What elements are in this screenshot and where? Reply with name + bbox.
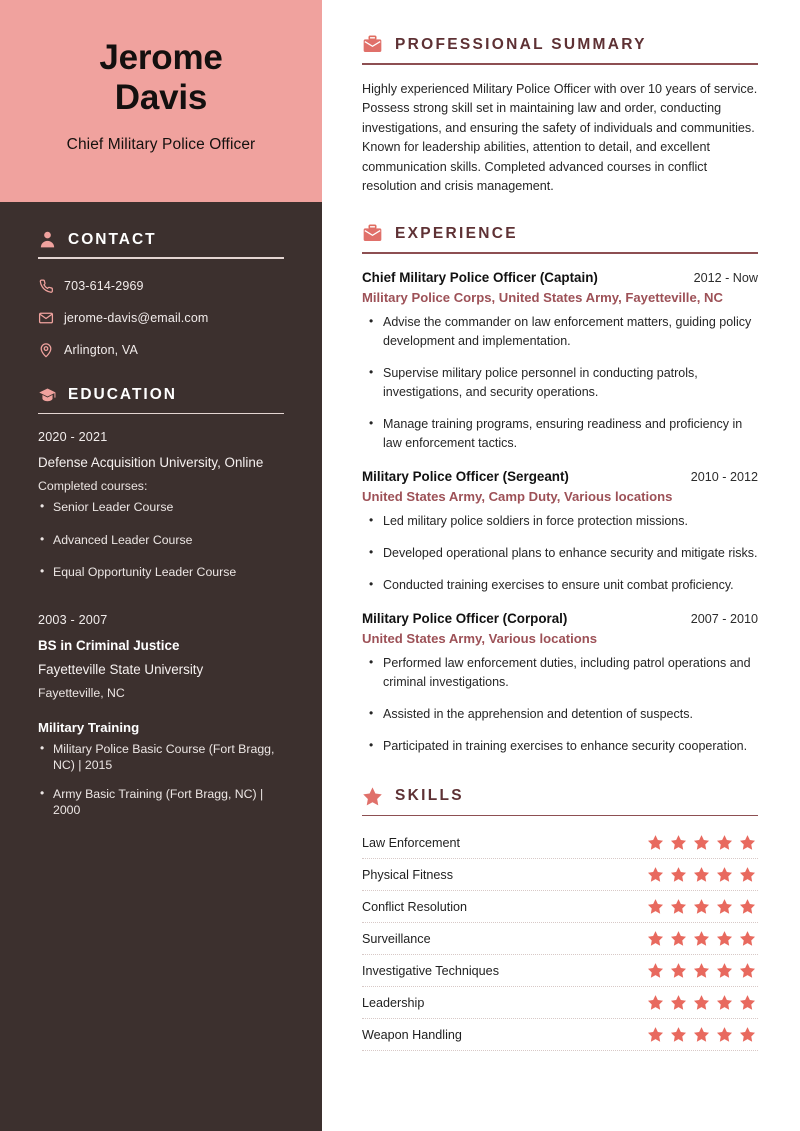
star-icon — [647, 866, 664, 883]
experience-organization: United States Army, Various locations — [362, 630, 598, 646]
education-location: Fayetteville, NC — [38, 685, 125, 700]
experience-dates: 2012 - Now — [693, 270, 758, 285]
contact-section-header — [38, 230, 284, 249]
star-icon — [693, 962, 710, 979]
star-icon — [647, 962, 664, 979]
skill-row — [362, 891, 758, 923]
contact-phone-row[interactable] — [38, 278, 284, 294]
education-entry — [38, 430, 284, 581]
education-degree: BS in Criminal Justice — [38, 637, 180, 653]
skill-name: Conflict Resolution — [362, 899, 467, 914]
skill-name: Weapon Handling — [362, 1027, 462, 1042]
skill-name: Leadership — [362, 995, 425, 1010]
education-school: Defense Acquisition University, Online — [38, 455, 264, 471]
military-training-heading: Military Training — [38, 719, 140, 735]
list-item: • Manage training programs, ensuring readiness and proficiency in law enforcement tactics. — [362, 415, 758, 453]
person-icon — [38, 230, 57, 249]
skill-rating-stars — [647, 898, 758, 915]
experience-section-header — [362, 223, 758, 244]
summary-divider — [362, 63, 758, 65]
star-icon — [693, 930, 710, 947]
list-item: • Senior Leader Course — [38, 499, 284, 516]
education-note: Completed courses: — [38, 479, 148, 494]
skill-rating-stars — [647, 1026, 758, 1043]
star-icon — [739, 994, 756, 1011]
star-icon — [693, 898, 710, 915]
education-school: Fayetteville State University — [38, 661, 204, 677]
experience-entry — [362, 270, 758, 453]
education-dates: 2020 - 2021 — [38, 430, 108, 445]
skills-section-header — [362, 786, 758, 807]
military-training-block — [38, 720, 284, 819]
experience-entry — [362, 611, 758, 756]
star-icon — [647, 834, 664, 851]
experience-organization: United States Army, Camp Duty, Various locations — [362, 488, 673, 504]
skill-name: Physical Fitness — [362, 867, 453, 882]
experience-bullet-list — [362, 313, 758, 453]
education-dates: 2003 - 2007 — [38, 612, 108, 627]
star-icon — [739, 1026, 756, 1043]
summary-section-title: PROFESSIONAL SUMMARY — [395, 35, 647, 53]
star-icon — [716, 866, 733, 883]
experience-entry — [362, 469, 758, 595]
skill-name: Investigative Techniques — [362, 963, 499, 978]
experience-bullet-list — [362, 512, 758, 595]
education-entry — [38, 613, 284, 700]
star-icon — [647, 898, 664, 915]
list-item: • Led military police soldiers in force protection missions. — [362, 512, 758, 531]
military-training-list — [38, 741, 284, 819]
skill-rating-stars — [647, 866, 758, 883]
contact-location-value: Arlington, VA — [64, 342, 138, 357]
star-icon — [739, 962, 756, 979]
location-pin-icon — [38, 342, 54, 358]
skill-row — [362, 987, 758, 1019]
skill-row — [362, 827, 758, 859]
contact-section — [0, 230, 322, 358]
list-item: • Advise the commander on law enforcement matters, guiding policy development and implementation. — [362, 313, 758, 351]
star-icon — [693, 1026, 710, 1043]
professional-summary-section — [362, 34, 758, 197]
experience-entry-header — [362, 611, 758, 626]
job-title: Chief Military Police Officer — [66, 136, 256, 153]
list-item: • Military Police Basic Course (Fort Bragg, NC) | 2015 — [38, 741, 284, 774]
list-item: • Equal Opportunity Leader Course — [38, 564, 284, 581]
list-item: • Advanced Leader Course — [38, 532, 284, 549]
experience-dates: 2007 - 2010 — [690, 611, 758, 626]
skill-row — [362, 923, 758, 955]
contact-section-title: CONTACT — [68, 230, 157, 248]
phone-icon — [38, 278, 54, 294]
star-icon — [693, 834, 710, 851]
star-icon — [739, 930, 756, 947]
briefcase-icon — [362, 34, 383, 55]
summary-text: Highly experienced Military Police Officer with over 10 years of service. Possess strong skill set in maintaining law and order, conducting investigations, and ensuring the safety of individuals and communities. Known for leadership abilities, attention to detail, and excellent communication skills. Completed advanced courses in conflict resolution and crisis management. — [362, 81, 758, 194]
star-icon — [670, 962, 687, 979]
skills-section — [362, 786, 758, 1052]
first-name: Jerome — [99, 38, 223, 77]
skill-rating-stars — [647, 962, 758, 979]
education-divider — [38, 413, 284, 415]
skill-row — [362, 1019, 758, 1051]
star-icon — [670, 1026, 687, 1043]
star-icon — [670, 994, 687, 1011]
star-icon — [739, 898, 756, 915]
summary-section-header — [362, 34, 758, 55]
star-icon — [670, 898, 687, 915]
contact-list — [38, 278, 284, 358]
skills-list — [362, 827, 758, 1051]
star-icon — [670, 834, 687, 851]
skill-name: Law Enforcement — [362, 835, 461, 850]
education-section-title: EDUCATION — [68, 386, 177, 404]
star-icon — [670, 866, 687, 883]
education-section-header — [38, 386, 284, 405]
spacer — [38, 597, 284, 613]
experience-divider — [362, 252, 758, 254]
skill-name: Surveillance — [362, 931, 431, 946]
list-item: • Performed law enforcement duties, including patrol operations and criminal investigations. — [362, 654, 758, 692]
star-icon — [647, 994, 664, 1011]
education-entries — [38, 430, 284, 819]
skill-row — [362, 859, 758, 891]
star-icon — [362, 786, 383, 807]
star-icon — [716, 930, 733, 947]
experience-entry-header — [362, 469, 758, 484]
list-item: • Conducted training exercises to ensure unit combat proficiency. — [362, 576, 758, 595]
education-course-list — [38, 499, 284, 581]
experience-section — [362, 223, 758, 756]
contact-divider — [38, 257, 284, 259]
star-icon — [716, 994, 733, 1011]
experience-role: Chief Military Police Officer (Captain) — [362, 269, 598, 285]
contact-location-row[interactable] — [38, 342, 284, 358]
experience-role: Military Police Officer (Sergeant) — [362, 468, 569, 484]
sidebar — [0, 0, 322, 1131]
star-icon — [647, 1026, 664, 1043]
star-icon — [716, 1026, 733, 1043]
list-item: • Participated in training exercises to enhance security cooperation. — [362, 737, 758, 756]
star-icon — [693, 994, 710, 1011]
main-content — [322, 0, 800, 1131]
list-item: • Assisted in the apprehension and detention of suspects. — [362, 705, 758, 724]
skill-rating-stars — [647, 834, 758, 851]
star-icon — [716, 962, 733, 979]
graduation-cap-icon — [38, 386, 57, 405]
experience-bullet-list — [362, 654, 758, 756]
skills-section-title: SKILLS — [395, 787, 464, 805]
list-item: • Army Basic Training (Fort Bragg, NC) | 2000 — [38, 786, 284, 819]
skill-row — [362, 955, 758, 987]
envelope-icon — [38, 310, 54, 326]
star-icon — [739, 834, 756, 851]
experience-entry-header — [362, 270, 758, 285]
star-icon — [670, 930, 687, 947]
star-icon — [739, 866, 756, 883]
star-icon — [647, 930, 664, 947]
star-icon — [693, 866, 710, 883]
skill-rating-stars — [647, 994, 758, 1011]
experience-role: Military Police Officer (Corporal) — [362, 610, 568, 626]
education-section — [0, 386, 322, 819]
contact-email-row[interactable] — [38, 310, 284, 326]
star-icon — [716, 834, 733, 851]
skill-rating-stars — [647, 930, 758, 947]
experience-organization: Military Police Corps, United States Army, Fayetteville, NC — [362, 289, 723, 305]
skills-divider — [362, 815, 758, 817]
spacer — [38, 704, 284, 720]
experience-section-title: EXPERIENCE — [395, 224, 518, 242]
list-item: • Supervise military police personnel in conducting patrols, investigations, and security operations. — [362, 364, 758, 402]
experience-dates: 2010 - 2012 — [690, 469, 758, 484]
contact-email-value: jerome-davis@email.com — [64, 310, 209, 325]
name-header-block — [0, 0, 322, 202]
last-name: Davis — [114, 78, 208, 117]
briefcase-icon — [362, 223, 383, 244]
contact-phone-value: 703-614-2969 — [64, 278, 144, 293]
star-icon — [716, 898, 733, 915]
list-item: • Developed operational plans to enhance security and mitigate risks. — [362, 544, 758, 563]
